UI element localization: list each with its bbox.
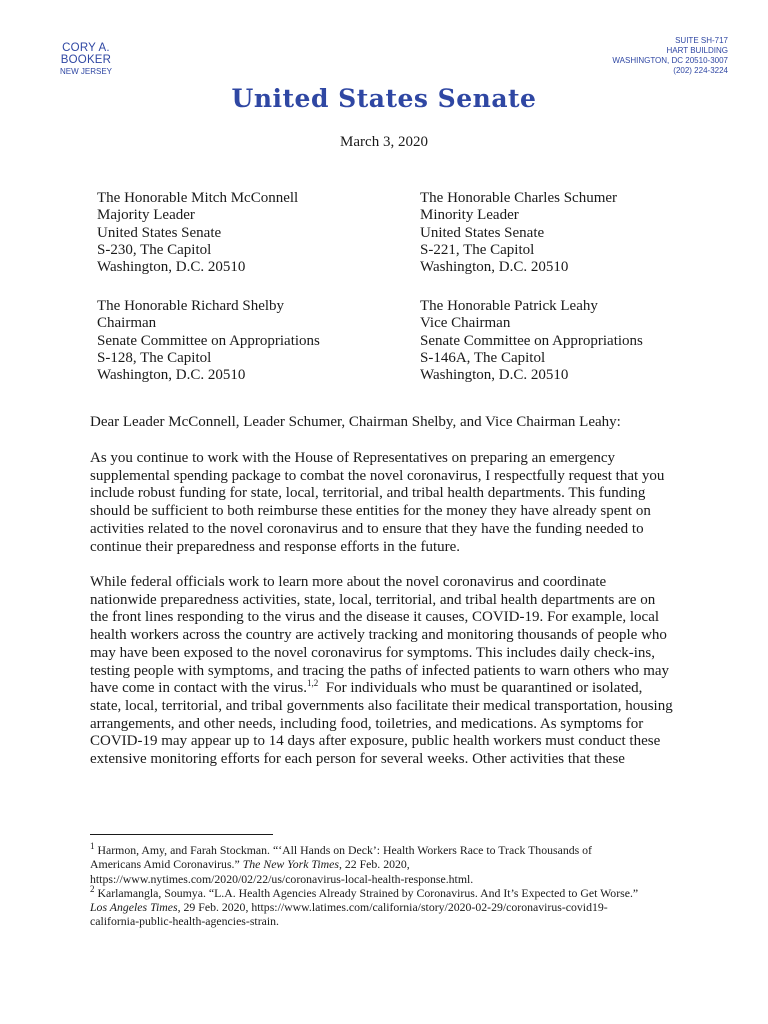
recipient-line: Vice Chairman — [420, 315, 511, 332]
paragraph-line — [90, 680, 690, 698]
paragraph-line: extensive monitoring efforts for each person for several weeks. Other activities that these — [90, 751, 625, 768]
recipient-line: S-146A, The Capitol — [420, 349, 546, 366]
footnote-publication: The New York Times — [242, 857, 339, 872]
line-text: have come in contact with the virus. — [90, 680, 308, 697]
recipient-line: Washington, D.C. 20510 — [97, 259, 246, 276]
footnote-line — [90, 857, 700, 871]
recipient-line: United States Senate — [97, 224, 222, 241]
body-paragraph — [90, 450, 690, 556]
recipient-line: Chairman — [97, 315, 157, 332]
footnote-number: 1 — [90, 841, 95, 852]
footnote-line — [90, 883, 700, 900]
recipient-address — [420, 190, 617, 276]
office-line: (202) 224-3224 — [673, 66, 728, 75]
paragraph-line: continue their preparedness and response efforts in the future. — [90, 538, 461, 555]
footnote-link[interactable]: https://www.nytimes.com/2020/02/22/us/coronavirus-local-health-response.html. — [90, 871, 474, 886]
recipient-address — [97, 298, 320, 384]
letter-date: March 3, 2020 — [340, 134, 428, 150]
sender-block — [38, 42, 134, 76]
footnote-text: Karlamangla, Soumya. “L.A. Health Agencies Already Strained by Coronavirus. And It’s Expected to Get Worse.” — [97, 885, 639, 900]
recipient-address — [420, 298, 643, 384]
recipient-line: Senate Committee on Appropriations — [420, 332, 643, 349]
footnote-text: Americans Amid Coronavirus.” — [90, 857, 243, 872]
office-address — [612, 36, 728, 76]
senator-state: NEW JERSEY — [59, 67, 112, 76]
footnotes — [90, 843, 700, 929]
recipient-line: United States Senate — [420, 224, 545, 241]
recipient-address — [97, 190, 298, 276]
paragraph-line: may have been exposed to the novel coronavirus for symptoms. This includes daily check-ins, — [90, 644, 656, 661]
office-line: WASHINGTON, DC 20510-3007 — [612, 56, 728, 65]
footnote-text: , 22 Feb. 2020, — [338, 857, 410, 872]
salutation: Dear Leader McConnell, Leader Schumer, Chairman Shelby, and Vice Chairman Leahy: — [90, 414, 621, 430]
recipient-line: Washington, D.C. 20510 — [97, 367, 246, 384]
recipient-line: Minority Leader — [420, 207, 519, 224]
footnote-reference[interactable]: 1,2 — [307, 678, 319, 689]
recipient-line: The Honorable Charles Schumer — [420, 190, 618, 206]
paragraph-line: nationwide preparedness activities, state, local, territorial, and tribal health departments are on — [90, 591, 656, 608]
senate-seal-heading: United States Senate — [231, 84, 537, 113]
recipient-line: The Honorable Richard Shelby — [97, 298, 285, 314]
recipient-line: S-221, The Capitol — [420, 241, 535, 258]
recipient-line: Washington, D.C. 20510 — [420, 367, 569, 384]
paragraph-line: state, local, territorial, and tribal governments also facilitate their medical transportation, housing — [90, 697, 673, 714]
footnote-text: Harmon, Amy, and Farah Stockman. “‘All Hands on Deck’: Health Workers Race to Track Thousands of — [97, 843, 592, 857]
recipient-line: The Honorable Mitch McConnell — [97, 190, 299, 206]
footnote-link[interactable]: , 29 Feb. 2020, https://www.latimes.com/california/story/2020-02-29/coronavirus-covid19- — [177, 900, 608, 915]
recipient-line: S-230, The Capitol — [97, 241, 212, 258]
footnote-number: 2 — [90, 883, 95, 894]
recipient-line: Senate Committee on Appropriations — [97, 332, 320, 349]
paragraph-line: testing people with symptoms, and tracing the paths of infected patients to warn others who may — [90, 662, 670, 679]
paragraph-line: health workers across the country are actively tracking and monitoring thousands of people who — [90, 627, 667, 644]
paragraph-line: While federal officials work to learn more about the novel coronavirus and coordinate — [90, 574, 607, 590]
body-paragraph — [90, 574, 690, 769]
paragraph-line: arrangements, and other needs, including food, toiletries, and medications. As symptoms for — [90, 715, 644, 732]
office-line: SUITE SH-717 — [675, 36, 728, 45]
paragraph-line: activities related to the novel coronavirus and to ensure that they have the funding needed to — [90, 520, 644, 537]
footnote-line — [90, 843, 700, 857]
paragraph-line: COVID-19 may appear up to 14 days after exposure, public health workers must conduct these — [90, 733, 661, 750]
paragraph-line: As you continue to work with the House of Representatives on preparing an emergency — [90, 450, 615, 466]
recipient-line: The Honorable Patrick Leahy — [420, 298, 598, 314]
line-text: For individuals who must be quarantined or isolated, — [318, 680, 643, 697]
paragraph-line: supplemental spending package to combat the novel coronavirus, I respectfully request that you — [90, 467, 665, 484]
paragraph-line: should be sufficient to both reimburse these entities for the money they have already spent on — [90, 503, 651, 520]
footnote-line — [90, 900, 700, 914]
footnote-divider — [90, 834, 273, 835]
footnote-link[interactable]: california-public-health-agencies-strain. — [90, 914, 279, 929]
office-line: HART BUILDING — [666, 46, 728, 55]
paragraph-line: the front lines responding to the virus and the disease it causes, COVID-19. For example, local — [90, 609, 660, 626]
recipient-line: Washington, D.C. 20510 — [420, 259, 569, 276]
recipient-line: S-128, The Capitol — [97, 349, 212, 366]
senator-name: CORY A. BOOKER — [60, 42, 112, 66]
paragraph-line: include robust funding for state, local, territorial, and tribal health departments. This funding — [90, 485, 646, 502]
footnote-publication: Los Angeles Times — [90, 900, 178, 915]
recipient-line: Majority Leader — [97, 207, 195, 224]
